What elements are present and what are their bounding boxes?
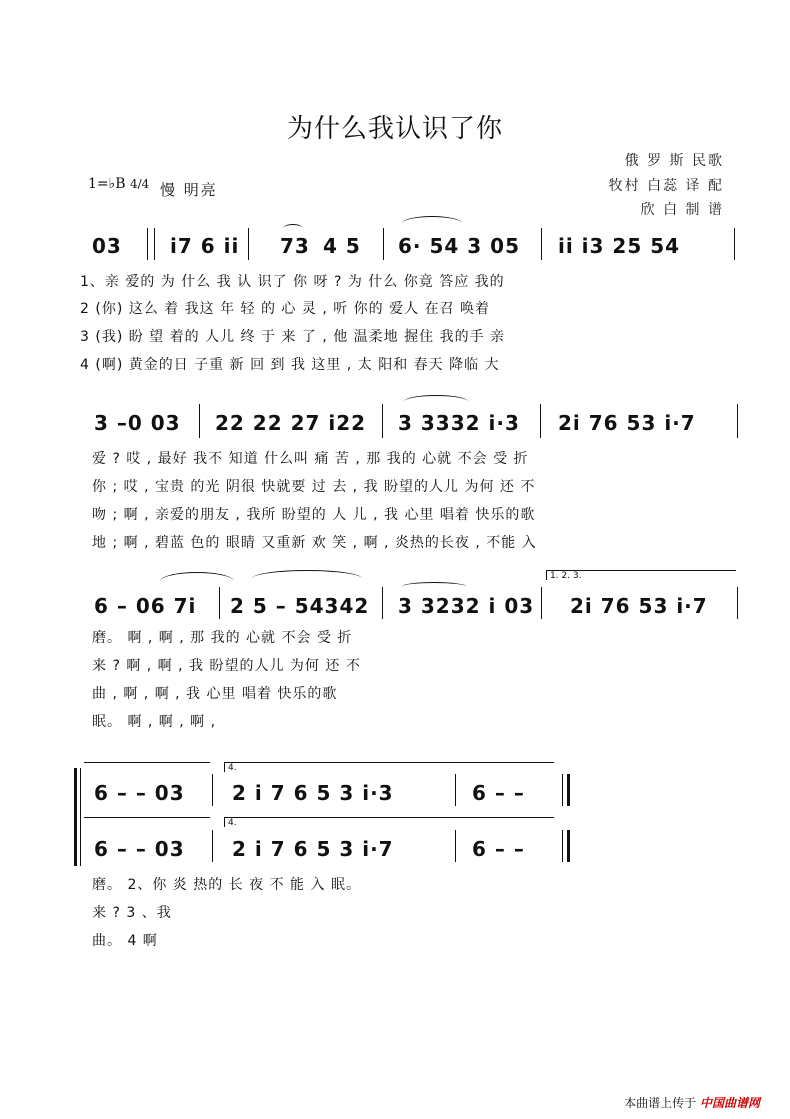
tempo-marking: 慢 明亮: [160, 181, 218, 199]
measure-s2-0: 3 –0 03: [94, 411, 181, 435]
lyric-s1-v1: 1、亲 爱的 为 什么 我 认 识了 你 呀 ? 为 什么 你竟 答应 我的: [80, 274, 505, 290]
measure-s3-2: 3 3232 i 03: [398, 594, 535, 618]
lyric-s3-v3: 曲 , 啊 , 啊 , 我 心里 唱着 快乐的歌: [92, 686, 338, 702]
song-title: 为什么我认识了你: [286, 114, 503, 144]
measure-s2-3: 2i 76 53 i·7: [558, 411, 696, 435]
lyric-s1-v4: 4 (啊) 黄金的日 子重 新 回 到 我 这里 , 太 阳和 春天 降临 大: [80, 357, 500, 373]
site-logo[interactable]: 中国曲谱网: [699, 1096, 760, 1110]
measure-s4a-2: 6 – –: [472, 781, 525, 805]
lyric-s1-v3: 3 (我) 盼 望 着的 人儿 终 于 来 了 , 他 温柔地 握住 我的手 亲: [80, 329, 506, 345]
measure-s1-3: 4 5: [323, 234, 361, 258]
lyric-s4-v1: 磨。 2、你 炎 热的 长 夜 不 能 入 眠。: [92, 877, 361, 893]
measure-s1-5: ii i3 25 54: [558, 234, 681, 258]
measure-s2-2: 3 3332 i·3: [398, 411, 520, 435]
lyric-s2-v1: 爱 ? 哎 , 最好 我不 知道 什么叫 痛 苦 , 那 我的 心就 不会 受 折: [92, 451, 529, 467]
credit-origin: 俄 罗 斯 民歌: [624, 153, 724, 169]
measure-s4a-0: 6 – – 03: [94, 781, 185, 805]
lyric-s3-v1: 磨。 啊 , 啊 , 那 我的 心就 不会 受 折: [92, 630, 353, 646]
measure-s4b-2: 6 – –: [472, 837, 525, 861]
measure-s4b-0: 6 – – 03: [94, 837, 185, 861]
lyric-s1-v2: 2 (你) 这么 着 我这 年 轻 的 心 灵 , 听 你的 爱人 在召 唤着: [80, 301, 491, 317]
ending-4-upper: 4.: [228, 763, 237, 773]
time-signature: 4/4: [129, 177, 150, 191]
credit-translator: 牧村 白蕊 译 配: [608, 178, 724, 194]
lyric-s2-v2: 你 ; 哎 , 宝贵 的光 阴很 快就要 过 去 , 我 盼望的人儿 为何 还 不: [92, 479, 536, 495]
lyric-s3-v4: 眠。 啊 , 啊 , 啊 ,: [92, 714, 217, 730]
measure-s2-1: 22 22 27 i22: [215, 411, 367, 435]
key-signature: 1=♭B 4/4: [88, 176, 150, 192]
lyric-s2-v3: 吻 ; 啊 , 亲爱的朋友 , 我所 盼望的 人 儿 , 我 心里 唱着 快乐的歌: [92, 507, 536, 523]
credit-transcriber: 欣 白 制 谱: [640, 202, 724, 218]
measure-s4b-1: 2 i 7 6 5 3 i·7: [232, 837, 394, 861]
measure-s1-4: 6· 54 3 05: [398, 234, 520, 258]
ending-1-2-3: 1. 2. 3.: [550, 571, 582, 581]
lyric-s4-v3: 曲。 4 啊: [92, 933, 158, 949]
measure-s3-1: 2 5 – 54342: [230, 594, 370, 618]
measure-s1-2: 73: [280, 234, 310, 258]
measure-s3-0: 6 – 06 7i: [94, 594, 197, 618]
measure-s3-3: 2i 76 53 i·7: [570, 594, 708, 618]
ending-4-lower: 4.: [228, 818, 237, 828]
lyric-s4-v2: 来 ? 3 、我: [92, 905, 172, 921]
footer-credit: 本曲谱上传于 中国曲谱网: [624, 1096, 760, 1110]
lyric-s2-v4: 地 ; 啊 , 碧蓝 色的 眼睛 又重新 欢 笑 , 啊 , 炎热的长夜 , 不能 入: [92, 535, 537, 551]
measure-s1-1: i7 6 ii: [170, 234, 240, 258]
measure-s4a-1: 2 i 7 6 5 3 i·3: [232, 781, 394, 805]
measure-s1-0: 03: [92, 234, 122, 258]
lyric-s3-v2: 来 ? 啊 , 啊 , 我 盼望的人儿 为何 还 不: [92, 658, 361, 674]
